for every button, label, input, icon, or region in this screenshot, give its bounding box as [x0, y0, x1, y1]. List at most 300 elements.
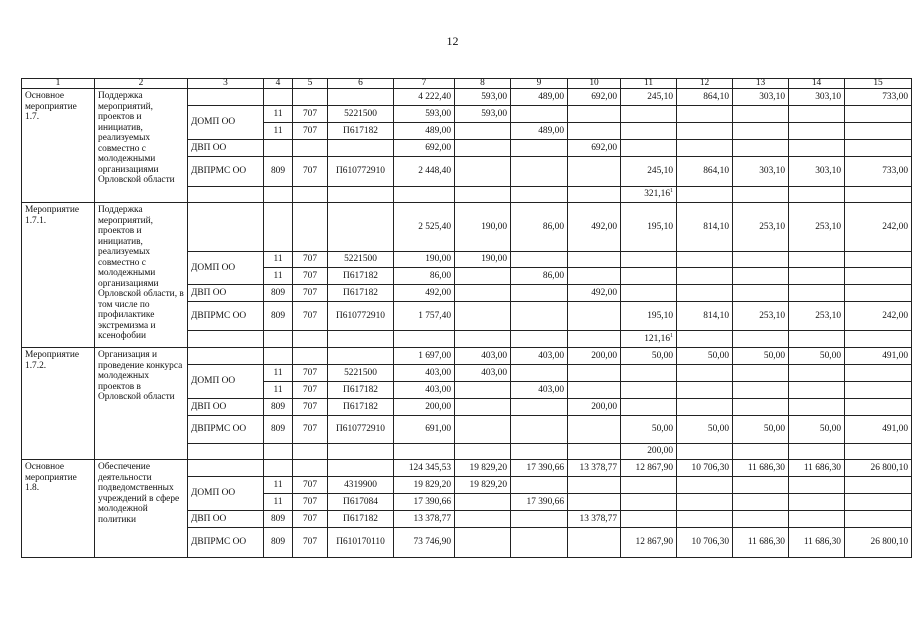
event-description-cell: Поддержка мероприятий, проектов и инициатив, реализуемых совместно с молодежными организациями Орловской области, в том числе по профилактике экстремизма и ксенофобии [95, 203, 188, 348]
value-cell: 321,16$^1$ [621, 187, 677, 203]
value-cell: 11 [264, 494, 293, 511]
value-cell [264, 187, 293, 203]
value-cell: 245,10 [621, 157, 677, 187]
value-cell: 403,00 [511, 382, 568, 399]
executor-cell: ДВП ОО [188, 140, 264, 157]
value-cell: 733,00 [845, 157, 912, 187]
header-cell: 3 [188, 79, 264, 89]
value-cell: 303,10 [789, 89, 845, 106]
value-cell [328, 348, 394, 365]
value-cell: 1 757,40 [394, 302, 455, 331]
value-cell: 253,10 [733, 203, 789, 252]
value-cell [677, 477, 733, 494]
value-cell [511, 399, 568, 416]
value-cell: 403,00 [394, 382, 455, 399]
value-cell: 11 686,30 [789, 528, 845, 558]
executor-cell: ДВПРМС ОО [188, 157, 264, 187]
value-cell [568, 331, 621, 348]
value-cell: 593,00 [394, 106, 455, 123]
value-cell [568, 365, 621, 382]
value-cell [621, 382, 677, 399]
value-cell [511, 302, 568, 331]
value-cell: 707 [293, 123, 328, 140]
value-cell [789, 382, 845, 399]
value-cell [789, 331, 845, 348]
value-cell: 19 829,20 [394, 477, 455, 494]
value-cell: 593,00 [455, 89, 511, 106]
value-cell: 13 378,77 [394, 511, 455, 528]
value-cell [293, 460, 328, 477]
value-cell: 50,00 [677, 348, 733, 365]
value-cell: 1 697,00 [394, 348, 455, 365]
value-cell [677, 331, 733, 348]
value-cell: 4319900 [328, 477, 394, 494]
value-cell [677, 140, 733, 157]
value-cell: 707 [293, 528, 328, 558]
value-cell [511, 528, 568, 558]
value-cell [733, 268, 789, 285]
executor-cell: ДВП ОО [188, 285, 264, 302]
value-cell [677, 123, 733, 140]
value-cell: 19 829,20 [455, 460, 511, 477]
value-cell: 707 [293, 157, 328, 187]
value-cell: 200,00 [394, 399, 455, 416]
value-cell: 707 [293, 399, 328, 416]
event-description-cell: Обеспечение деятельности подведомственных учреждений в сфере молодежной политики [95, 460, 188, 558]
value-cell [568, 106, 621, 123]
value-cell: 707 [293, 477, 328, 494]
value-cell [455, 382, 511, 399]
value-cell [293, 331, 328, 348]
value-cell [511, 140, 568, 157]
value-cell [568, 187, 621, 203]
executor-cell [188, 89, 264, 106]
value-cell [677, 494, 733, 511]
value-cell: 17 390,66 [511, 494, 568, 511]
value-cell [264, 444, 293, 460]
value-cell: 50,00 [733, 416, 789, 444]
value-cell: 491,00 [845, 416, 912, 444]
value-cell: 26 800,10 [845, 528, 912, 558]
header-cell: 1 [22, 79, 95, 89]
value-cell: 303,10 [789, 157, 845, 187]
value-cell: 492,00 [568, 285, 621, 302]
value-cell [455, 140, 511, 157]
footnote-mark: 1 [670, 332, 673, 339]
value-cell [621, 511, 677, 528]
value-cell [511, 416, 568, 444]
value-cell: 303,10 [733, 157, 789, 187]
value-cell [789, 511, 845, 528]
value-cell [845, 331, 912, 348]
value-cell [677, 382, 733, 399]
value-cell: 489,00 [511, 89, 568, 106]
value-cell: 707 [293, 268, 328, 285]
value-cell [328, 140, 394, 157]
value-cell: 242,00 [845, 203, 912, 252]
value-cell [621, 268, 677, 285]
value-cell: 10 706,30 [677, 528, 733, 558]
value-cell [264, 203, 293, 252]
value-cell: 19 829,20 [455, 477, 511, 494]
executor-cell [188, 444, 264, 460]
value-cell [264, 348, 293, 365]
value-cell [264, 140, 293, 157]
value-cell: 691,00 [394, 416, 455, 444]
value-cell [511, 365, 568, 382]
executor-cell: ДВП ОО [188, 511, 264, 528]
value-cell [677, 444, 733, 460]
value-cell [677, 252, 733, 268]
value-cell: 707 [293, 494, 328, 511]
value-cell: 73 746,90 [394, 528, 455, 558]
value-cell [455, 331, 511, 348]
value-cell: 245,10 [621, 89, 677, 106]
event-description-cell: Организация и проведение конкурса молодежных проектов в Орловской области [95, 348, 188, 460]
value-cell [845, 140, 912, 157]
value-cell [733, 494, 789, 511]
value-cell: 17 390,66 [394, 494, 455, 511]
value-cell [293, 444, 328, 460]
event-name-cell: Основное мероприятие 1.7. [22, 89, 95, 203]
value-cell [264, 460, 293, 477]
value-cell [733, 365, 789, 382]
value-cell [789, 252, 845, 268]
value-cell: П617182 [328, 285, 394, 302]
value-cell: 195,10 [621, 302, 677, 331]
header-cell: 10 [568, 79, 621, 89]
value-cell: 124 345,53 [394, 460, 455, 477]
value-cell [328, 89, 394, 106]
value-cell [293, 348, 328, 365]
executor-cell: ДОМП ОО [188, 365, 264, 399]
value-cell [677, 365, 733, 382]
header-cell: 7 [394, 79, 455, 89]
value-cell: П617182 [328, 382, 394, 399]
value-cell: 707 [293, 302, 328, 331]
table-row [22, 348, 912, 365]
value-cell: 11 686,30 [733, 460, 789, 477]
event-name-cell: Мероприятие 1.7.1. [22, 203, 95, 348]
value-cell: 11 [264, 477, 293, 494]
value-cell [677, 106, 733, 123]
value-cell [845, 252, 912, 268]
value-cell: 5221500 [328, 365, 394, 382]
table-row [22, 460, 912, 477]
value-cell: 707 [293, 416, 328, 444]
value-cell: 50,00 [733, 348, 789, 365]
header-cell: 11 [621, 79, 677, 89]
value-cell: 13 378,77 [568, 460, 621, 477]
value-cell [455, 123, 511, 140]
value-cell [568, 252, 621, 268]
value-cell: 200,00 [568, 348, 621, 365]
event-name-cell: Основное мероприятие 1.8. [22, 460, 95, 558]
value-cell [789, 106, 845, 123]
value-cell [845, 494, 912, 511]
value-cell [621, 252, 677, 268]
value-cell: 50,00 [621, 416, 677, 444]
value-cell: 814,10 [677, 203, 733, 252]
value-cell [568, 477, 621, 494]
value-cell [677, 511, 733, 528]
value-cell [621, 494, 677, 511]
header-cell: 15 [845, 79, 912, 89]
value-cell: 403,00 [455, 348, 511, 365]
value-cell [845, 511, 912, 528]
value-cell: 492,00 [394, 285, 455, 302]
value-cell: 12 867,90 [621, 460, 677, 477]
table-row [22, 89, 912, 106]
value-cell: П617182 [328, 268, 394, 285]
value-cell [511, 331, 568, 348]
value-cell: 253,10 [789, 203, 845, 252]
value-cell: П610772910 [328, 157, 394, 187]
value-cell: 50,00 [677, 416, 733, 444]
value-cell [511, 511, 568, 528]
value-cell [455, 528, 511, 558]
value-cell [733, 399, 789, 416]
value-cell [845, 365, 912, 382]
value-cell: 253,10 [733, 302, 789, 331]
value-cell [621, 477, 677, 494]
value-cell [455, 511, 511, 528]
header-cell: 13 [733, 79, 789, 89]
value-cell [511, 106, 568, 123]
executor-cell [188, 460, 264, 477]
footnote-mark: 1 [670, 187, 673, 194]
value-cell [621, 106, 677, 123]
executor-cell: ДОМП ОО [188, 477, 264, 511]
value-cell [455, 157, 511, 187]
value-cell [677, 268, 733, 285]
value-cell: 253,10 [789, 302, 845, 331]
value-cell: 692,00 [394, 140, 455, 157]
value-cell [455, 494, 511, 511]
budget-table [21, 78, 912, 558]
event-description-cell: Поддержка мероприятий, проектов и инициатив, реализуемых совместно с молодежными организациями Орловской области [95, 89, 188, 203]
value-cell [733, 187, 789, 203]
executor-cell [188, 203, 264, 252]
value-cell: 491,00 [845, 348, 912, 365]
value-cell [511, 187, 568, 203]
value-cell [293, 140, 328, 157]
header-cell: 8 [455, 79, 511, 89]
value-cell [455, 187, 511, 203]
value-cell [621, 365, 677, 382]
executor-cell: ДОМП ОО [188, 252, 264, 285]
value-cell: П617182 [328, 123, 394, 140]
value-cell: 403,00 [394, 365, 455, 382]
value-cell: П610772910 [328, 302, 394, 331]
value-cell [293, 203, 328, 252]
value-cell [568, 123, 621, 140]
value-cell: 864,10 [677, 89, 733, 106]
value-cell: 5221500 [328, 106, 394, 123]
header-cell: 2 [95, 79, 188, 89]
value-cell [394, 444, 455, 460]
header-cell: 4 [264, 79, 293, 89]
value-cell [568, 382, 621, 399]
value-cell: 11 [264, 365, 293, 382]
value-cell: 10 706,30 [677, 460, 733, 477]
value-cell [264, 331, 293, 348]
value-cell [621, 399, 677, 416]
value-cell [845, 382, 912, 399]
value-cell [455, 302, 511, 331]
value-cell: 11 [264, 268, 293, 285]
value-cell: П617182 [328, 399, 394, 416]
value-cell [733, 511, 789, 528]
value-cell [455, 268, 511, 285]
value-cell [511, 444, 568, 460]
value-cell: 809 [264, 528, 293, 558]
value-cell [455, 416, 511, 444]
value-cell [394, 331, 455, 348]
value-cell [328, 460, 394, 477]
value-cell [511, 157, 568, 187]
value-cell [789, 285, 845, 302]
value-cell: 12 867,90 [621, 528, 677, 558]
value-cell [789, 365, 845, 382]
value-cell: 707 [293, 106, 328, 123]
value-cell: 692,00 [568, 89, 621, 106]
executor-cell [188, 187, 264, 203]
value-cell: П610772910 [328, 416, 394, 444]
header-cell: 5 [293, 79, 328, 89]
value-cell: П610170110 [328, 528, 394, 558]
value-cell: 11 [264, 106, 293, 123]
value-cell [568, 157, 621, 187]
value-cell: 11 [264, 252, 293, 268]
value-cell: 86,00 [394, 268, 455, 285]
value-cell [568, 444, 621, 460]
value-cell: 692,00 [568, 140, 621, 157]
value-cell [455, 444, 511, 460]
value-cell: 489,00 [511, 123, 568, 140]
value-cell [733, 444, 789, 460]
value-cell: 707 [293, 365, 328, 382]
value-cell: П617084 [328, 494, 394, 511]
header-cell: 12 [677, 79, 733, 89]
value-cell [568, 528, 621, 558]
value-cell: 2 525,40 [394, 203, 455, 252]
value-cell: 11 686,30 [733, 528, 789, 558]
value-cell [845, 399, 912, 416]
table-row [22, 203, 912, 252]
value-cell [511, 477, 568, 494]
value-cell [568, 302, 621, 331]
value-cell [789, 399, 845, 416]
value-cell [264, 89, 293, 106]
value-cell [511, 285, 568, 302]
executor-cell: ДВПРМС ОО [188, 528, 264, 558]
value-cell: 5221500 [328, 252, 394, 268]
value-cell [789, 140, 845, 157]
value-cell: 195,10 [621, 203, 677, 252]
value-cell [789, 123, 845, 140]
value-cell [733, 106, 789, 123]
executor-cell: ДВПРМС ОО [188, 302, 264, 331]
value-cell [845, 268, 912, 285]
executor-cell: ДВП ОО [188, 399, 264, 416]
value-cell: 707 [293, 382, 328, 399]
header-cell: 6 [328, 79, 394, 89]
executor-cell [188, 348, 264, 365]
value-cell [677, 399, 733, 416]
value-cell: 809 [264, 302, 293, 331]
executor-cell: ДВПРМС ОО [188, 416, 264, 444]
value-cell: 50,00 [621, 348, 677, 365]
value-cell: 242,00 [845, 302, 912, 331]
value-cell: 11 [264, 382, 293, 399]
value-cell [733, 123, 789, 140]
value-cell [568, 494, 621, 511]
value-cell [328, 444, 394, 460]
value-cell: 809 [264, 511, 293, 528]
value-cell: 11 686,30 [789, 460, 845, 477]
value-cell [621, 285, 677, 302]
header-cell: 9 [511, 79, 568, 89]
value-cell: 864,10 [677, 157, 733, 187]
value-cell: 403,00 [455, 365, 511, 382]
value-cell [845, 106, 912, 123]
value-cell [568, 268, 621, 285]
value-cell [621, 123, 677, 140]
value-cell [511, 252, 568, 268]
value-cell [677, 285, 733, 302]
value-cell: 809 [264, 399, 293, 416]
value-cell: 26 800,10 [845, 460, 912, 477]
value-cell: 707 [293, 285, 328, 302]
value-cell [789, 494, 845, 511]
value-cell [293, 187, 328, 203]
value-cell: 809 [264, 416, 293, 444]
value-cell: 593,00 [455, 106, 511, 123]
value-cell [845, 285, 912, 302]
value-cell: 86,00 [511, 268, 568, 285]
value-cell: 2 448,40 [394, 157, 455, 187]
value-cell [394, 187, 455, 203]
value-cell [845, 123, 912, 140]
value-cell: 11 [264, 123, 293, 140]
value-cell: 190,00 [394, 252, 455, 268]
value-cell [293, 89, 328, 106]
value-cell [733, 331, 789, 348]
value-cell [455, 399, 511, 416]
value-cell [568, 416, 621, 444]
value-cell: 17 390,66 [511, 460, 568, 477]
value-cell [789, 477, 845, 494]
value-cell: 809 [264, 285, 293, 302]
header-row [22, 79, 912, 89]
value-cell [328, 331, 394, 348]
value-cell: 50,00 [789, 348, 845, 365]
value-cell [328, 187, 394, 203]
value-cell [733, 382, 789, 399]
value-cell: 86,00 [511, 203, 568, 252]
value-cell [733, 252, 789, 268]
value-cell: 50,00 [789, 416, 845, 444]
value-cell: 200,00 [568, 399, 621, 416]
value-cell: 492,00 [568, 203, 621, 252]
executor-cell [188, 331, 264, 348]
executor-cell: ДОМП ОО [188, 106, 264, 140]
value-cell: П617182 [328, 511, 394, 528]
value-cell: 809 [264, 157, 293, 187]
value-cell: 190,00 [455, 252, 511, 268]
value-cell: 403,00 [511, 348, 568, 365]
